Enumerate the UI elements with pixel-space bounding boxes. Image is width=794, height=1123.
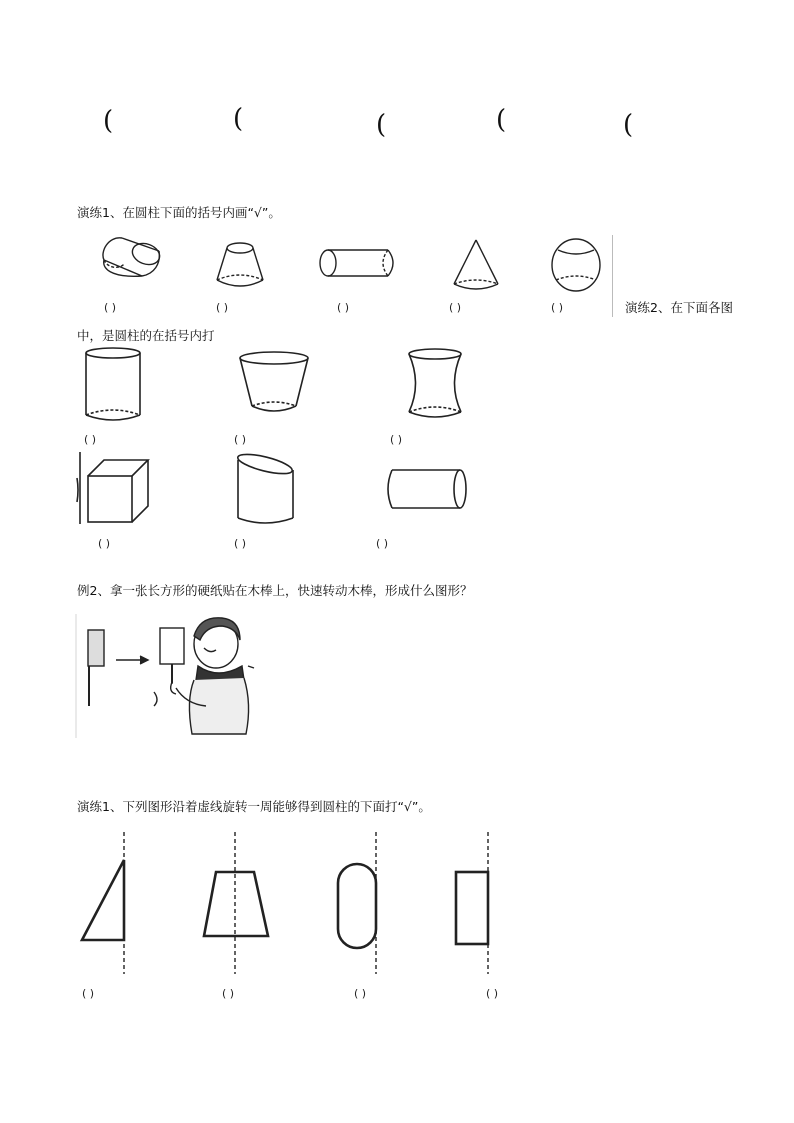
tilted-cylinder-figure (98, 234, 168, 294)
rectangle-rotation-figure (452, 832, 496, 974)
section1-paren-1[interactable]: ( ) (104, 301, 117, 314)
section2-row1-paren-2[interactable]: ( ) (234, 433, 247, 446)
top-paren-5: ( (623, 110, 634, 140)
rounded-rect-rotation-figure (332, 832, 384, 974)
section1-paren-3[interactable]: ( ) (337, 301, 350, 314)
hourglass-cylinder-figure (404, 346, 466, 422)
bucket-figure (238, 350, 310, 416)
sideways-tube-figure (384, 466, 470, 514)
top-paren-2: ( (233, 104, 244, 134)
section3-title: 演练1、下列图形沿着虚线旋转一周能够得到圆柱的下面打“√”。 (77, 799, 431, 814)
section3-paren-1[interactable]: ( ) (82, 987, 95, 1000)
horizontal-cylinder-figure (318, 248, 400, 280)
rotating-card-illustration (76, 614, 258, 738)
upright-cylinder-figure (84, 345, 142, 425)
slanted-cylinder-figure (236, 452, 296, 530)
section2-row2-paren-3[interactable]: ( ) (376, 537, 389, 550)
section2-row1-paren-1[interactable]: ( ) (84, 433, 97, 446)
section3-paren-4[interactable]: ( ) (486, 987, 499, 1000)
sphere-figure (548, 236, 606, 294)
cone-figure (450, 238, 502, 294)
section2-row1-paren-3[interactable]: ( ) (390, 433, 403, 446)
section1-paren-2[interactable]: ( ) (216, 301, 229, 314)
cube-figure (86, 458, 152, 526)
section2-title-start: 演练2、在下面各图 (625, 300, 733, 315)
frustum-figure (212, 240, 268, 290)
left-edge-bracket (76, 450, 86, 526)
strip-divider (612, 235, 613, 317)
example2-title: 例2、拿一张长方形的硬纸贴在木棒上，快速转动木棒，形成什么图形？ (77, 583, 473, 598)
section3-paren-2[interactable]: ( ) (222, 987, 235, 1000)
top-paren-1: ( (103, 106, 114, 136)
top-paren-3: ( (376, 110, 387, 140)
section1-paren-5[interactable]: ( ) (551, 301, 564, 314)
section2-title-continuation: 中，是圆柱的在括号内打 (77, 328, 215, 343)
section3-paren-3[interactable]: ( ) (354, 987, 367, 1000)
trapezoid-rotation-figure (200, 832, 274, 974)
section1-paren-4[interactable]: ( ) (449, 301, 462, 314)
section1-title: 演练1、在圆柱下面的括号内画“√”。 (77, 205, 281, 220)
section2-row2-paren-1[interactable]: ( ) (98, 537, 111, 550)
triangle-rotation-figure (78, 832, 132, 974)
top-paren-4: ( (496, 105, 507, 135)
section2-row2-paren-2[interactable]: ( ) (234, 537, 247, 550)
